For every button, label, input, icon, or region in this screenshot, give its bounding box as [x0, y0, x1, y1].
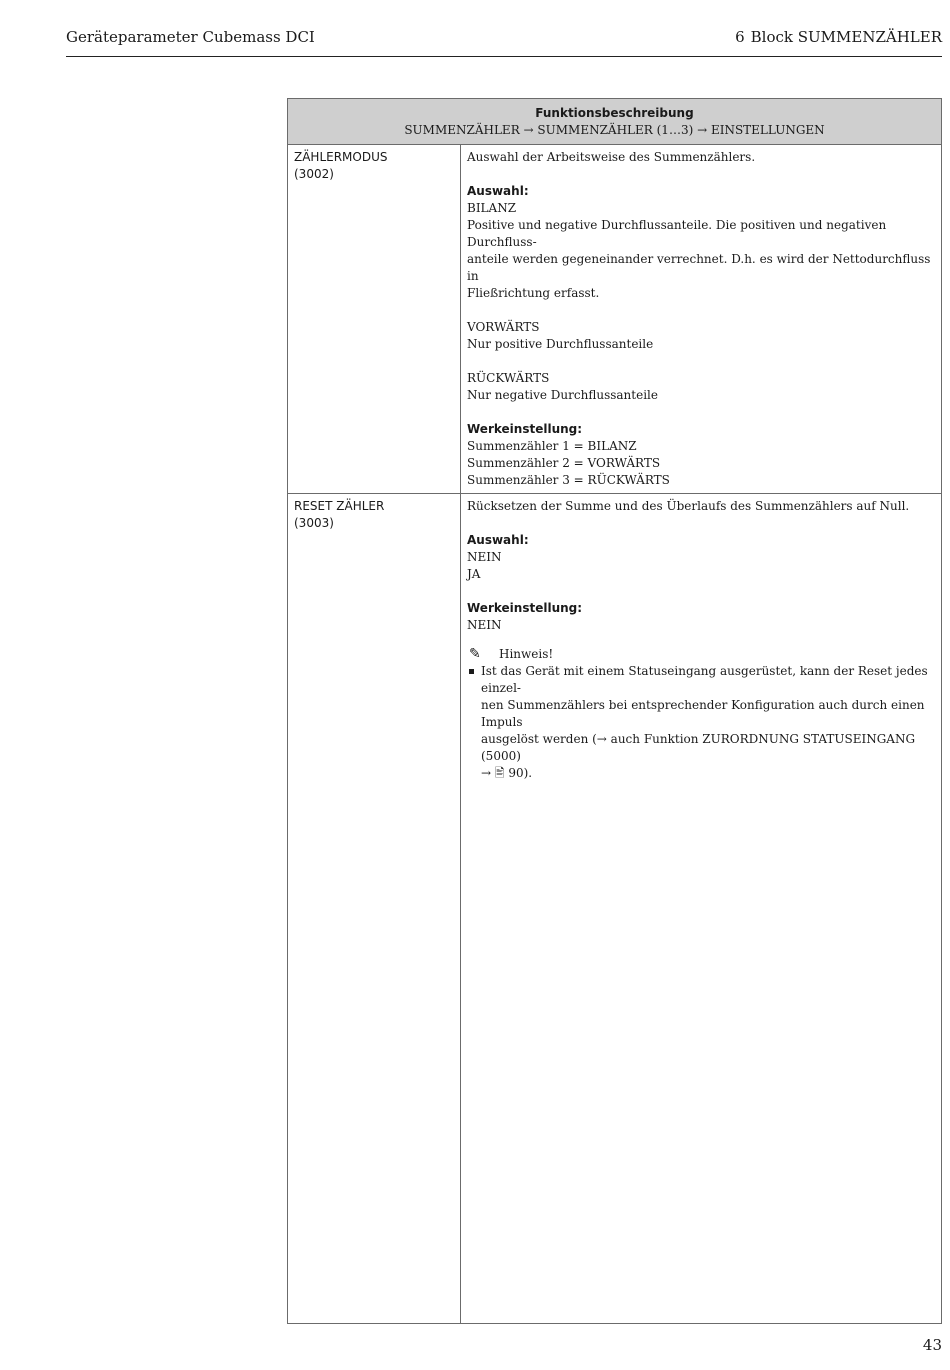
function-name-cell — [288, 494, 461, 1324]
option-name: BILANZ — [467, 201, 517, 215]
note-bullet — [467, 663, 935, 782]
function-name: RESET ZÄHLER — [294, 499, 385, 513]
bullet-icon — [469, 669, 474, 674]
option-text: Positive und negative Durchflussanteile. Die positiven und negativen Durchfluss- — [467, 218, 887, 249]
function-code: (3002) — [294, 167, 334, 181]
note-heading — [467, 646, 935, 663]
default-value: NEIN — [467, 618, 502, 632]
table-header — [288, 99, 942, 145]
chapter-title: Block SUMMENZÄHLER — [750, 28, 942, 46]
function-code: (3003) — [294, 516, 334, 530]
option-name: VORWÄRTS — [467, 320, 540, 334]
option-text: Fließrichtung erfasst. — [467, 286, 600, 300]
default-label: Werkeinstellung: — [467, 422, 583, 436]
table-row — [288, 145, 942, 494]
chapter-number: 6 — [735, 28, 745, 46]
function-description-table — [287, 98, 942, 1324]
page-header — [66, 26, 942, 57]
default-value: Summenzähler 1 = BILANZ — [467, 439, 637, 453]
default-value: Summenzähler 3 = RÜCKWÄRTS — [467, 473, 670, 487]
option-name: JA — [467, 567, 481, 581]
pencil-icon: ✎ — [469, 646, 481, 662]
option-name: NEIN — [467, 550, 502, 564]
option-text: Nur negative Durchflussanteile — [467, 388, 658, 402]
option-text: Nur positive Durchflussanteile — [467, 337, 654, 351]
function-intro: Rücksetzen der Summe und des Überlaufs des Summenzählers auf Null. — [467, 499, 910, 513]
option-name: RÜCKWÄRTS — [467, 371, 550, 385]
table-title: Funktionsbeschreibung — [535, 106, 694, 120]
table-row — [288, 494, 942, 1324]
function-description-cell — [461, 494, 942, 1324]
option-text: anteile werden gegeneinander verrechnet. D.h. es wird der Nettodurchfluss in — [467, 252, 931, 283]
default-value: Summenzähler 2 = VORWÄRTS — [467, 456, 661, 470]
choice-label: Auswahl: — [467, 184, 529, 198]
choice-label: Auswahl: — [467, 533, 529, 547]
note-title: Hinweis! — [499, 647, 554, 661]
function-name: ZÄHLERMODUS — [294, 150, 388, 164]
page-number: 43 — [922, 1336, 942, 1354]
chapter-heading — [735, 28, 942, 46]
document-title: Geräteparameter Cubemass DCI — [66, 28, 315, 46]
note-text: nen Summenzählers bei entsprechender Konfiguration auch durch einen Impuls — [481, 698, 925, 729]
function-name-cell — [288, 145, 461, 494]
function-description-cell — [461, 145, 942, 494]
note-text: Ist das Gerät mit einem Statuseingang ausgerüstet, kann der Reset jedes einzel- — [481, 664, 928, 695]
function-intro: Auswahl der Arbeitsweise des Summenzählers. — [467, 150, 756, 164]
menu-path: SUMMENZÄHLER → SUMMENZÄHLER (1…3) → EINSTELLUNGEN — [404, 123, 825, 137]
default-label: Werkeinstellung: — [467, 601, 583, 615]
note-text: → 🖹 90). — [481, 766, 533, 780]
note-text: ausgelöst werden (→ auch Funktion ZURORDNUNG STATUSEINGANG (5000) — [481, 732, 916, 763]
